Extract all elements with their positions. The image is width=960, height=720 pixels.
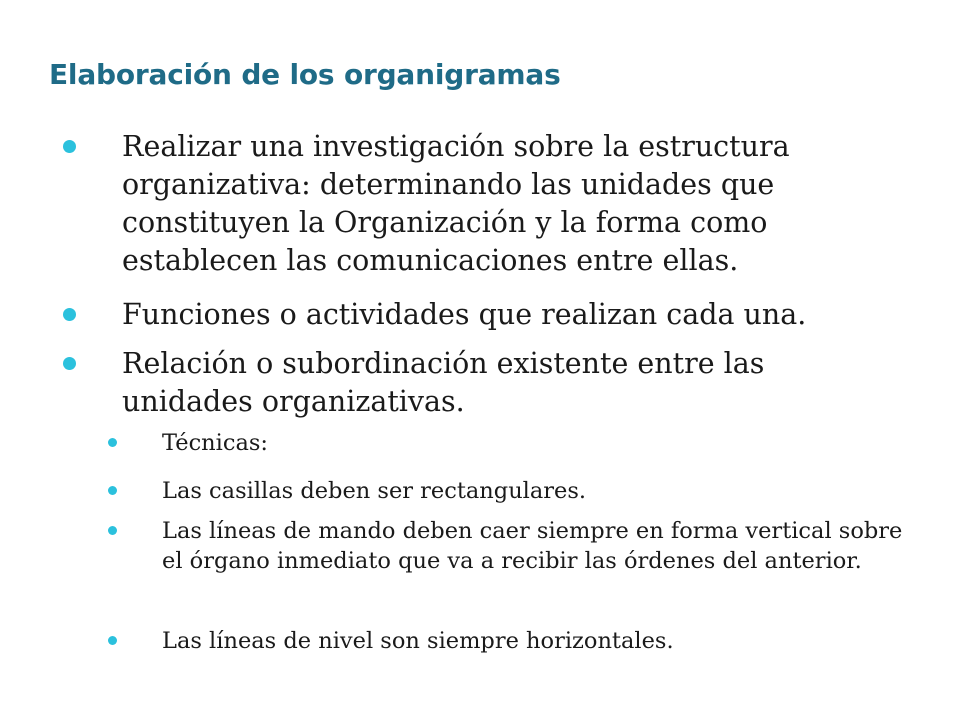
slide-title: Elaboración de los organigramas bbox=[49, 58, 561, 91]
bullet-text: Técnicas: bbox=[162, 430, 269, 456]
bullet-dot-icon bbox=[63, 308, 76, 321]
bullet-text: Relación o subordinación existente entre las unidades organizativas. bbox=[122, 347, 765, 418]
bullet-text: Las casillas deben ser rectangulares. bbox=[162, 478, 587, 504]
bullet-dot-icon bbox=[108, 526, 117, 535]
bullet-dot-icon bbox=[63, 357, 76, 370]
bullet-dot-icon bbox=[108, 636, 117, 645]
bullet-text: Las líneas de nivel son siempre horizontales. bbox=[162, 628, 674, 654]
bullet-text: Realizar una investigación sobre la estructura organizativa: determinando las unidades que constituyen la Organización y la forma como establecen las comunicaciones entre ellas. bbox=[122, 130, 790, 277]
bullet-dot-icon bbox=[108, 438, 117, 447]
bullet-text: Funciones o actividades que realizan cada una. bbox=[122, 298, 807, 331]
bullet-dot-icon bbox=[63, 140, 76, 153]
bullet-dot-icon bbox=[108, 486, 117, 495]
bullet-text: Las líneas de mando deben caer siempre en forma vertical sobre el órgano inmediato que va a recibir las órdenes del anterior. bbox=[162, 518, 903, 574]
